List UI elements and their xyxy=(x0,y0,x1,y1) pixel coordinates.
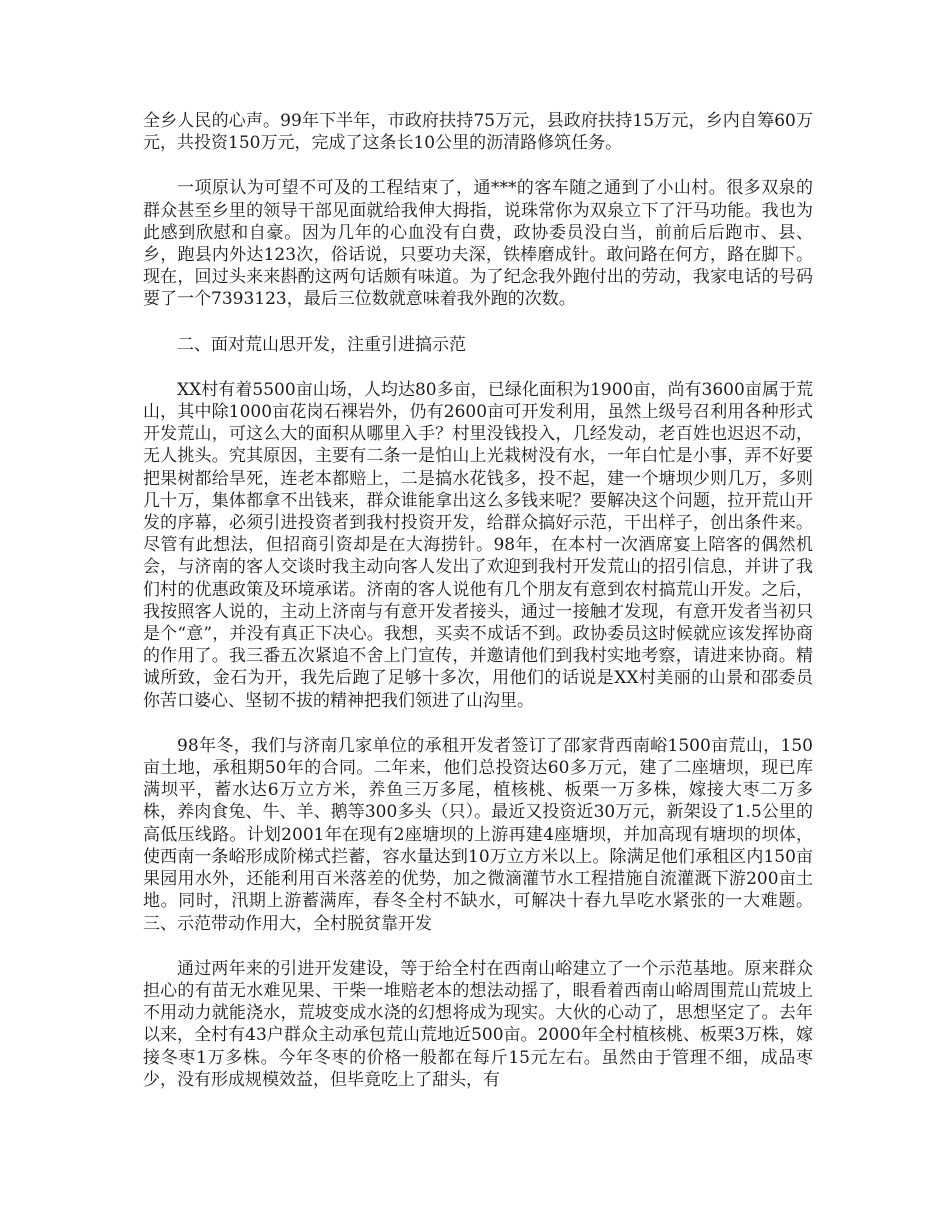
document-body xyxy=(143,110,813,1114)
paragraph-3: XX村有着5500亩山场，人均达80多亩，已绿化面积为1900亩，尚有3600亩属于荒山，其中除1000亩花岗石裸岩外，仍有2600亩可开发利用，虽然上级号召利用各种形式开发荒山，可这么大的面积从哪里入手？村里没钱投入，几经发动，老百姓也迟迟不动，无人挑头。究其原因，主要有二条一是怕山上光栽树没有水，一年白忙是小事，弄不好要把果树都给旱死，连老本都赔上，二是搞水花钱多，投不起，建一个塘坝少则几万，多则几十万，集体都拿不出钱来，群众谁能拿出这么多钱来呢？要解决这个问题，拉开荒山开发的序幕，必须引进投资者到我村投资开发，给群众搞好示范，干出样子，创出条件来。尽管有此想法，但招商引资却是在大海捞针。98年，在本村一次酒席宴上陪客的偶然机会，与济南的客人交谈时我主动向客人发出了欢迎到我村开发荒山的招引信息，并讲了我们村的优惠政策及环境承诺。济南的客人说他有几个朋友有意到农村搞荒山开发。之后，我按照客人说的，主动上济南与有意开发者接头，通过一接触才发现，有意开发者当初只是个“意”，并没有真正下决心。我想，买卖不成话不到。政协委员这时候就应该发挥协商的作用了。我三番五次紧追不舍上门宣传，并邀请他们到我村实地考察，请进来协商。精诚所致，金石为开，我先后跑了足够十多次，用他们的话说是XX村美丽的山景和邵委员你苦口婆心、坚韧不拔的精神把我们领进了山沟里。 xyxy=(143,379,813,711)
paragraph-1: 全乡人民的心声。99年下半年，市政府扶持75万元，县政府扶持15万元，乡内自筹60万元，共投资150万元，完成了这条长10公里的沥清路修筑任务。 xyxy=(143,111,813,154)
paragraph-4: 98年冬，我们与济南几家单位的承租开发者签订了邵家背西南峪1500亩荒山，150亩土地，承租期50年的合同。二年来，他们总投资达60多万元，建了二座塘坝，现已库满坝平，蓄水达6万立方米，养鱼三万多尾，植核桃、板栗一万多株，嫁接大枣二万多株，养肉食兔、牛、羊、鹅等300多头（只）。最近又投资近30万元，新架设了1.5公里的高低压线路。计划2001年在现有2座塘坝的上游再建4座塘坝，并加高现有塘坝的坝体，使西南一条峪形成阶梯式拦蓄，容水量达到10万立方米以上。除满足他们承租区内150亩果园用水外，还能利用百米落差的优势，加之微滴灌节水工程措施自流灌溉下游200亩土地。同时，汛期上游蓄满库，春冬全村不缺水，可解决十春九旱吃水紧张的一大难题。三、示范带动作用大，全村脱贫靠开发 xyxy=(143,735,813,934)
paragraph-5: 通过两年来的引进开发建设，等于给全村在西南山峪建立了一个示范基地。原来群众担心的有苗无水难见果、干柴一堆赔老本的想法动摇了，眼看着西南山峪周围荒山荒坡上不用动力就能浇水，荒坡变成水浇的幻想将成为现实。大伙的心动了，思想坚定了。去年以来，全村有43户群众主动承包荒山荒地近500亩。2000年全村植核桃、板栗3万株，嫁接冬枣1万多株。今年冬枣的价格一般都在每斤15元左右。虽然由于管理不细，成品枣少，没有形成规模效益，但毕竟吃上了甜头，有 xyxy=(143,958,813,1090)
paragraph-2: 一项原认为可望不可及的工程结束了，通***的客车随之通到了小山村。很多双泉的群众甚至乡里的领导干部见面就给我伸大拇指，说珠常你为双泉立下了汗马功能。我也为此感到欣慰和自豪。因为几年的心血没有白费，政协委员没白当，前前后后跑市、县、乡，跑县内外达123次，俗话说，只要功夫深，铁棒磨成针。敢问路在何方，路在脚下。现在，回过头来来斟酌这两句话颇有味道。为了纪念我外跑付出的劳动，我家电话的号码要了一个7393123，最后三位数就意味着我外跑的次数。 xyxy=(143,178,813,310)
section-heading: 二、面对荒山思开发，注重引进搞示范 xyxy=(177,334,466,355)
